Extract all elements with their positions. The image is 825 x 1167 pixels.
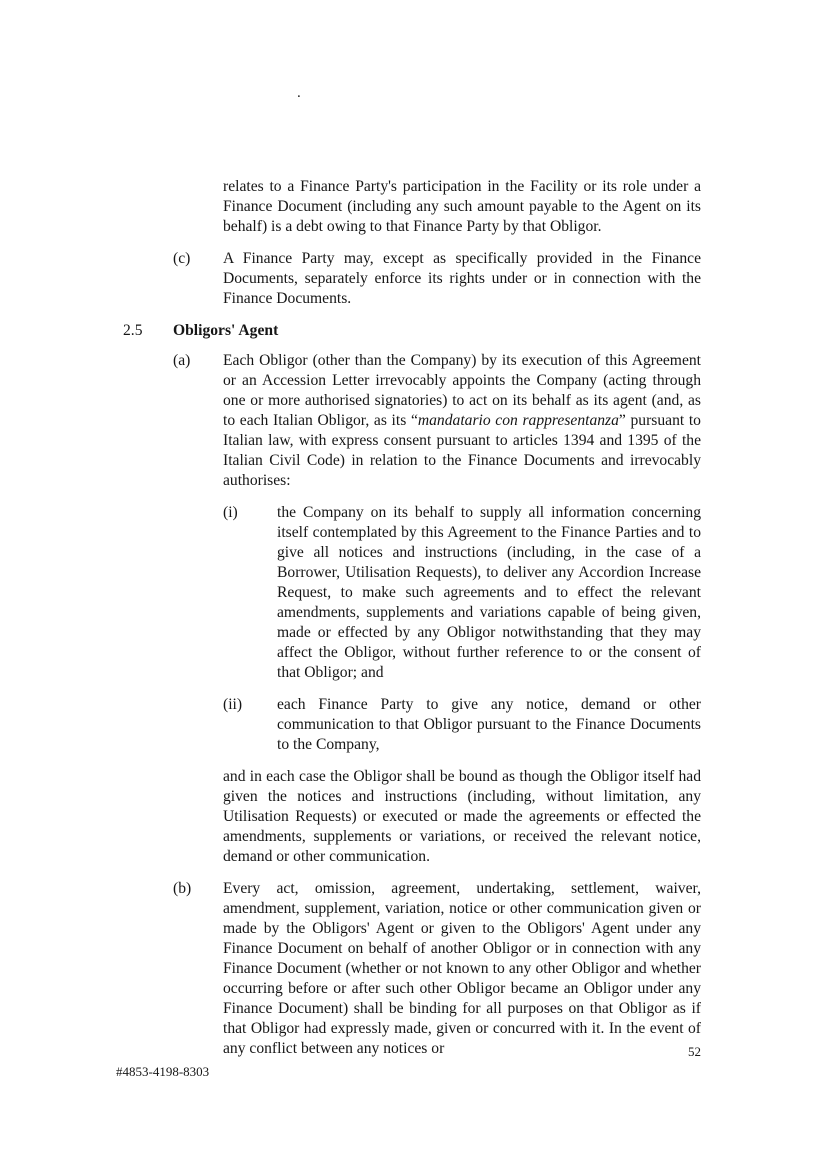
clause-a (173, 351, 701, 491)
clause-c-marker: (c) (173, 250, 191, 267)
clause-a-i-text: the Company on its behalf to supply all information concerning itself contemplated by this Agreement to the Finance Parties and to give all notices and instructions (including, in the case of a Borrower, Utilisation Requests), to deliver any Accordion Increase Request, to make such agreements and to effect the relevant amendments, supplements and variations capable of being given, made or effected by any Obligor notwithstanding that they may affect the Obligor, without further reference to or the consent of that Obligor; and (277, 504, 701, 681)
clause-a-closing-paragraph: and in each case the Obligor shall be bound as though the Obligor itself had given the notices and instructions (including, without limitation, any Utilisation Requests) or executed or made the agreements or effected the amendments, supplements or variations, or received the relevant notice, demand or other communication. (223, 768, 701, 865)
clause-a-marker: (a) (173, 352, 191, 369)
clause-a-ii-text: each Finance Party to give any notice, demand or other communication to that Obligor pursuant to the Finance Documents to the Company, (277, 696, 701, 753)
stray-dot-mark: . (297, 85, 301, 101)
doc-reference-number: #4853-4198-8303 (116, 1064, 210, 1079)
clause-a-text (223, 351, 701, 491)
clause-continuation-paragraph: relates to a Finance Party's participation in the Facility or its role under a Finance Document (including any such amount payable to the Agent on its behalf) is a debt owing to that Finance Party by that Obligor. (223, 178, 701, 235)
clause-b-text: Every act, omission, agreement, undertaking, settlement, waiver, amendment, supplement, variation, notice or other communication given or made by the Obligors' Agent or given to the Obligors' Agent under any Finance Document on behalf of another Obligor or in connection with any Finance Document (whether or not known to any other Obligor and whether occurring before or after such other Obligor became an Obligor under any Finance Document) shall be binding for all purposes on that Obligor as if that Obligor had expressly made, given or concurred with it. In the event of any conflict between any notices or (223, 880, 701, 1057)
clause-c (173, 249, 701, 309)
clause-c-text: A Finance Party may, except as specifically provided in the Finance Documents, separately enforce its rights under or in connection with the Finance Documents. (223, 250, 701, 307)
page-number: 52 (688, 1044, 701, 1059)
clause-a-i (223, 503, 701, 683)
clause-a-ii-marker: (ii) (223, 696, 243, 713)
section-heading-2-5 (123, 321, 701, 341)
section-number: 2.5 (123, 322, 143, 339)
clause-a-i-marker: (i) (223, 504, 238, 521)
clause-a-text-after-italic: ” pursuant to Italian law, with express consent pursuant to articles 1394 and 1395 of the Italian Civil Code) in relation to the Finance Documents and irrevocably authorises: (223, 412, 701, 489)
clause-a-ii (223, 695, 701, 755)
page-content (123, 177, 701, 1071)
clause-b (173, 879, 701, 1059)
italian-legal-term: mandatario con rappresentanza (417, 412, 619, 429)
section-title: Obligors' Agent (173, 322, 279, 339)
clause-b-marker: (b) (173, 880, 192, 897)
clause-a-text-before-italic: Each Obligor (other than the Company) by its execution of this Agreement or an Accession Letter irrevocably appoints the Company (acting through one or more authorised signatories) to act on its behalf as its agent (and, as to each Italian Obligor, as its “ (223, 352, 701, 429)
